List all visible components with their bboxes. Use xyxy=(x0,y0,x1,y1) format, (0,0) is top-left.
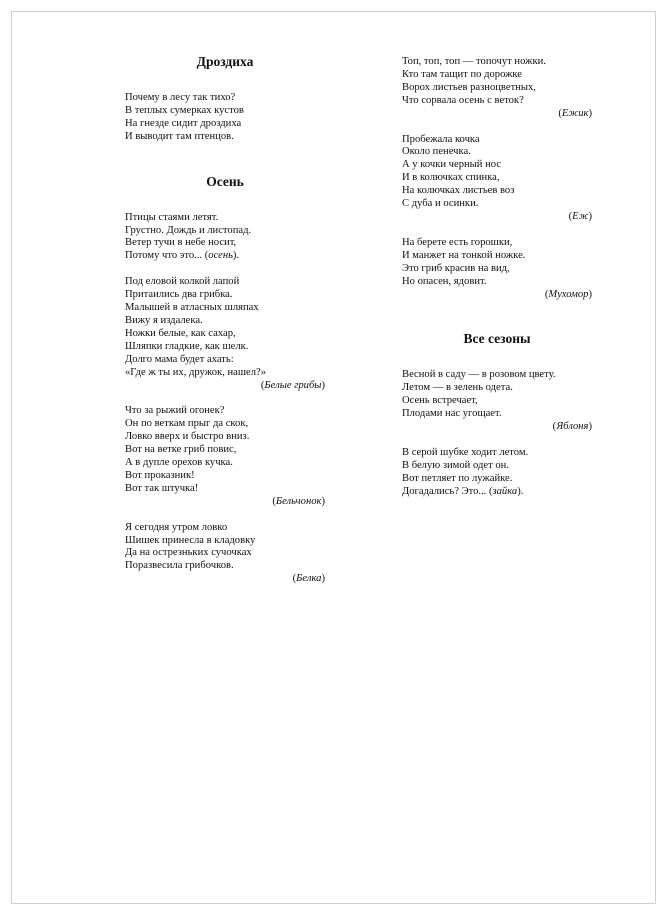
verse-line: С дуба и осинки. xyxy=(402,198,479,210)
verse-line: В белую зимой одет он. xyxy=(402,459,509,471)
stanza-gap xyxy=(402,224,592,237)
verse-line: Это гриб красив на вид, xyxy=(402,262,510,274)
heading-gap xyxy=(125,70,325,92)
riddle-answer: (Яблоня) xyxy=(552,421,592,433)
verse-line: Почему в лесу так тихо? xyxy=(125,92,236,103)
verse-line: Птицы стаями летят. xyxy=(125,211,219,223)
riddle-stanza xyxy=(402,369,592,434)
verse-line: Ветер тучи в небе носит, xyxy=(125,237,237,249)
verse-line: Ворох листьев разноцветных, xyxy=(402,81,536,93)
verse-line: А в дупле орехов кучка. xyxy=(125,457,233,469)
verse-line: Малышей в атласных шляпах xyxy=(125,302,259,314)
stanza-gap xyxy=(402,434,592,447)
answer-word: Яблоня xyxy=(556,421,589,433)
verse-line: Шишек принесла в кладовку xyxy=(125,534,256,546)
left-column xyxy=(125,54,325,586)
stanza-gap xyxy=(402,121,592,134)
riddle-answer: (Бельчонок) xyxy=(272,495,325,507)
verse-line: Пробежала кочка xyxy=(402,133,480,145)
verse-line: Шляпки гладкие, как шелк. xyxy=(125,340,249,352)
verse-line: Поразвесила грибочков. xyxy=(125,560,234,572)
verse-line: Грустно. Дождь и листопад. xyxy=(125,224,252,236)
poem-heading: Осень xyxy=(206,173,244,189)
riddle-stanza xyxy=(402,56,592,121)
stanza-gap xyxy=(125,263,325,276)
verse-text: Потому что это... ( xyxy=(125,250,209,262)
verse-text: ). xyxy=(517,485,524,497)
verse-line: Топ, топ, топ — топочут ножки. xyxy=(402,56,546,67)
verse-line: Но опасен, ядовит. xyxy=(402,275,487,287)
riddle-stanza xyxy=(125,405,325,508)
verse-line: Я сегодня утром ловко xyxy=(125,521,228,533)
riddle-answer: (Белка) xyxy=(292,573,325,585)
verse-line-with-answer xyxy=(402,486,592,499)
answer-word: Мухомор xyxy=(548,288,589,300)
answer-word: Белые грибы xyxy=(264,379,322,391)
verse-line: В серой шубке ходит летом. xyxy=(402,446,529,458)
verse-line: «Где ж ты их, дружок, нашел?» xyxy=(125,366,267,378)
riddle-answer: (Белые грибы) xyxy=(260,379,325,391)
verse-line: На гнезде сидит дроздиха xyxy=(125,117,242,129)
section-gap xyxy=(402,301,592,331)
verse-line: Вот так штучка! xyxy=(125,482,199,494)
verse-line: И в колючках спинка, xyxy=(402,172,500,184)
verse-line: Вижу я издалека. xyxy=(125,314,203,326)
riddle-stanza xyxy=(125,522,325,587)
answer-word: Ежик xyxy=(561,107,589,119)
answer-word: Еж xyxy=(572,210,589,222)
verse-line: А у кочки черный нос xyxy=(402,159,502,171)
section-gap xyxy=(125,144,325,174)
heading-gap xyxy=(125,190,325,212)
riddle-answer: (Ежик) xyxy=(558,107,592,119)
riddle-answer: (Мухомор) xyxy=(544,288,592,300)
stanza-gap xyxy=(125,392,325,405)
verse-line: Около пенечка. xyxy=(402,146,471,158)
verse-line: Притаились два грибка. xyxy=(125,289,233,301)
verse-line: Под еловой колкой лапой xyxy=(125,276,240,288)
riddle-stanza xyxy=(125,276,325,392)
answer-word: Белка xyxy=(296,573,322,585)
verse-line: Кто там тащит по дорожке xyxy=(402,68,523,80)
right-column xyxy=(402,56,592,499)
verse-line: Летом — в зелень одета. xyxy=(402,382,513,394)
verse-line: Ножки белые, как сахар, xyxy=(125,327,236,339)
riddle-stanza xyxy=(125,92,325,144)
inline-answer: зайка xyxy=(492,485,518,497)
verse-line-with-answer xyxy=(125,250,325,263)
verse-line: Вот проказник! xyxy=(125,469,195,481)
poem-heading: Все сезоны xyxy=(463,331,531,347)
riddle-stanza xyxy=(125,212,325,264)
riddle-answer: (Еж) xyxy=(568,210,592,222)
stanza-gap xyxy=(125,509,325,522)
verse-line: Весной в саду — в розовом цвету. xyxy=(402,369,556,381)
verse-line: И выводит там птенцов. xyxy=(125,130,234,142)
verse-line: Что за рыжий огонек? xyxy=(125,405,225,417)
inline-answer: осень xyxy=(208,250,233,262)
verse-line: Вот на ветке гриб повис, xyxy=(125,444,237,456)
verse-line: Плодами нас угощает. xyxy=(402,408,502,420)
verse-line: Осень встречает, xyxy=(402,395,478,407)
verse-line: Ловко вверх и быстро вниз. xyxy=(125,431,250,443)
poem-heading: Дроздиха xyxy=(196,54,254,69)
verse-line: Что сорвала осень с веток? xyxy=(402,94,524,106)
verse-line: На берете есть горошки, xyxy=(402,236,513,248)
verse-line: Он по веткам прыг да скок, xyxy=(125,418,249,430)
verse-line: И манжет на тонкой ножке. xyxy=(402,249,526,261)
document-page xyxy=(11,11,656,904)
verse-line: Да на острезньких сучочках xyxy=(125,547,252,559)
verse-line: Вот петляет по лужайке. xyxy=(402,472,513,484)
riddle-stanza xyxy=(402,447,592,499)
verse-line: В теплых сумерках кустов xyxy=(125,104,244,116)
verse-text: ). xyxy=(232,250,240,262)
verse-line: Долго мама будет ахать: xyxy=(125,353,234,365)
answer-word: Бельчонок xyxy=(275,495,322,507)
verse-text: Догадались? Это... ( xyxy=(402,485,493,497)
heading-gap xyxy=(402,347,592,369)
riddle-stanza xyxy=(402,237,592,302)
verse-line: На колючках листьев воз xyxy=(402,185,515,197)
riddle-stanza xyxy=(402,134,592,224)
